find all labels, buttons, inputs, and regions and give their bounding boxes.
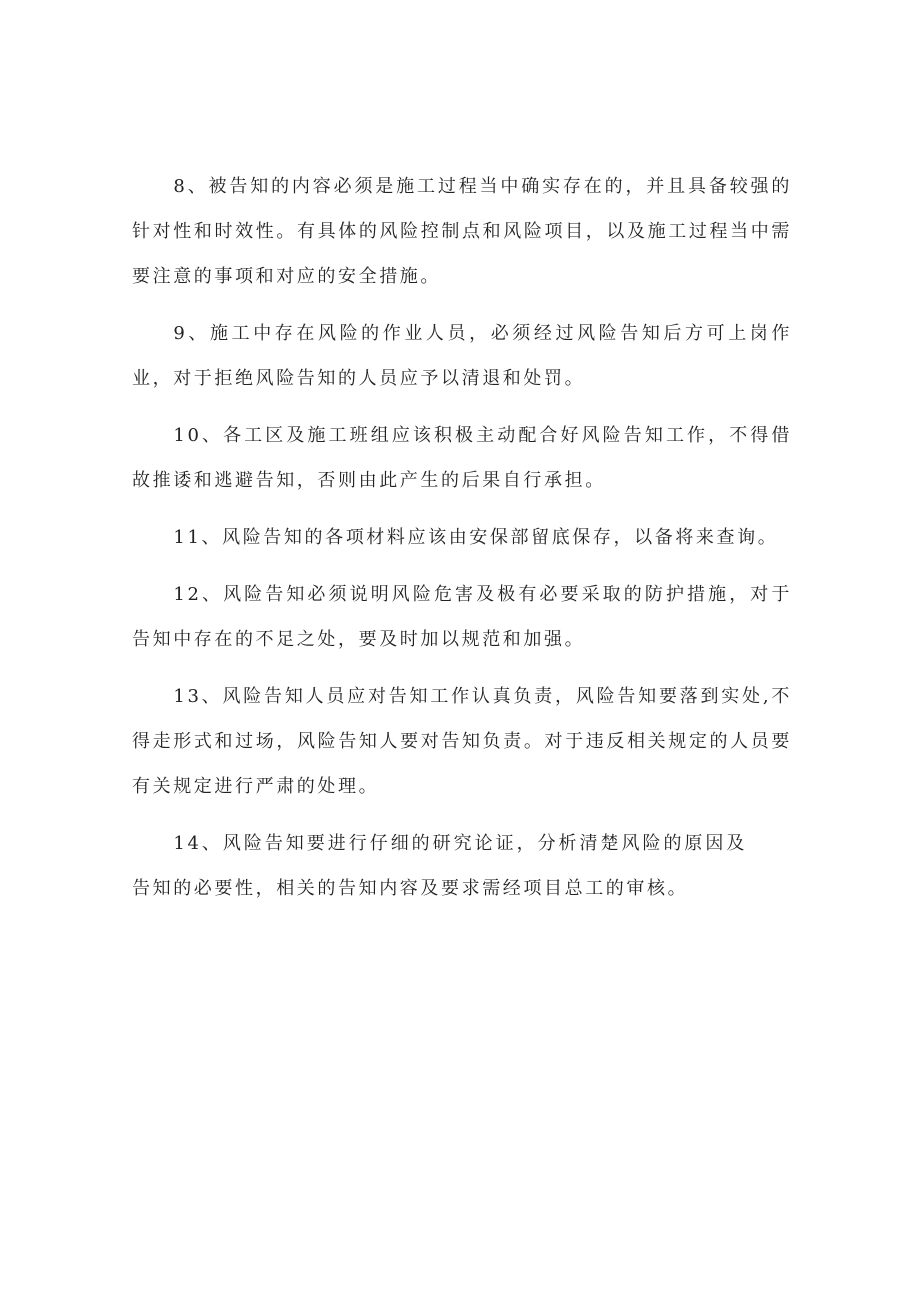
paragraph-item-13: 13、风险告知人员应对告知工作认真负责，风险告知要落到实处,不得走形式和过场，风险告知人要对告知负责。对于违反相关规定的人员要有关规定进行严肃的处理。: [132, 686, 792, 797]
document-body: [132, 164, 792, 923]
paragraph-item-11: 11、风险告知的各项材料应该由安保部留底保存，以备将来查询。: [173, 527, 779, 548]
paragraph-item-14: 14、风险告知要进行仔细的研究论证，分析清楚风险的原因及告知的必要性，相关的告知内容及要求需经项目总工的审核。: [132, 833, 747, 899]
paragraph-item-8: 8、被告知的内容必须是施工过程当中确实存在的，并且具备较强的针对性和时效性。有具体的风险控制点和风险项目，以及施工过程当中需要注意的事项和对应的安全措施。: [132, 176, 792, 287]
paragraph-item-12: 12、风险告知必须说明风险危害及极有必要采取的防护措施，对于告知中存在的不足之处，要及时加以规范和加强。: [132, 584, 792, 650]
paragraph-item-9: 9、施工中存在风险的作业人员，必须经过风险告知后方可上岗作业，对于拒绝风险告知的人员应予以清退和处罚。: [132, 323, 792, 389]
paragraph-item-10: 10、各工区及施工班组应该积极主动配合好风险告知工作，不得借故推诿和逃避告知，否则由此产生的后果自行承担。: [132, 425, 792, 491]
